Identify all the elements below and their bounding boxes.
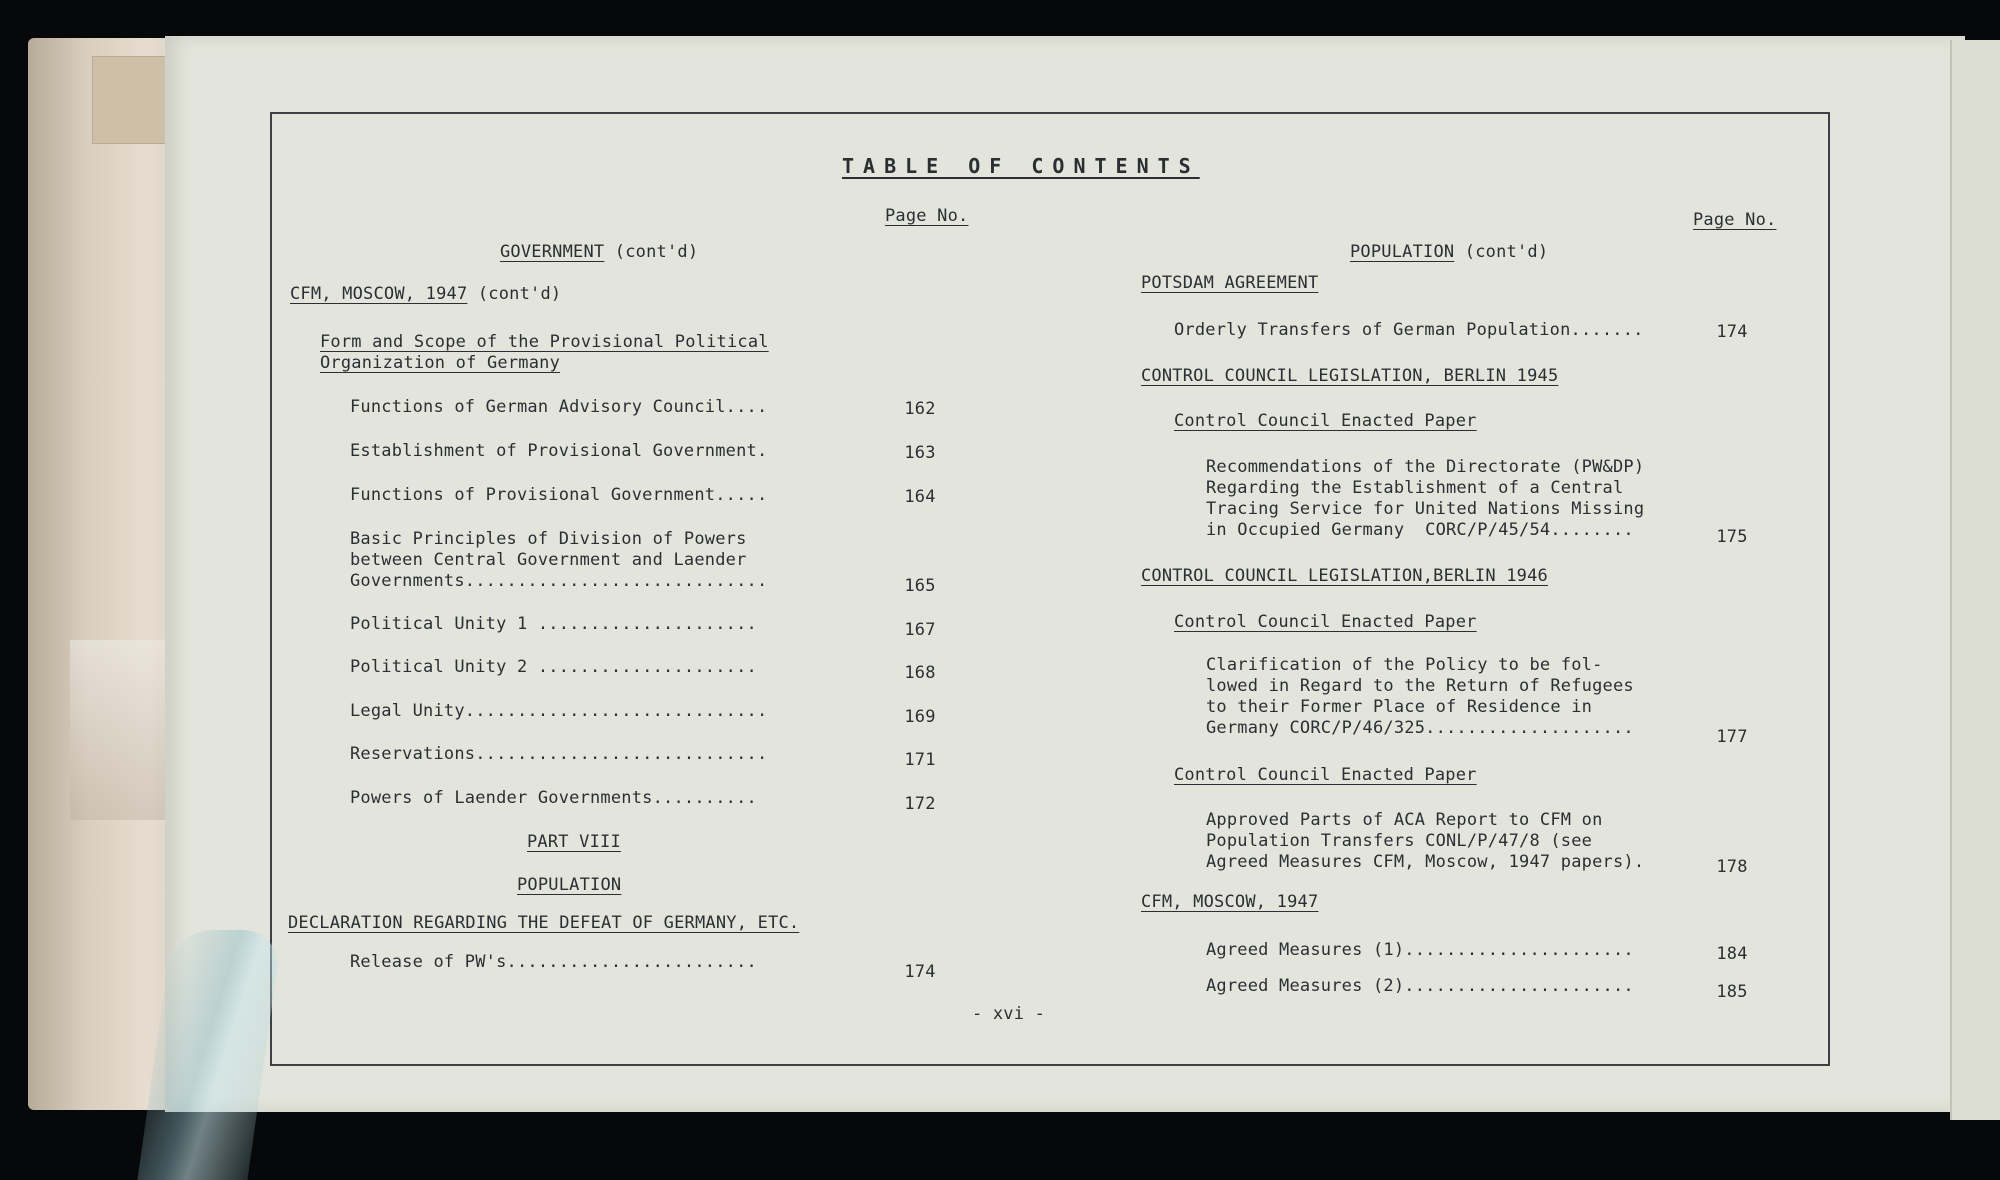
- toc-entry-text: Legal Unity.............................: [350, 701, 768, 721]
- potsdam-heading: POTSDAM AGREEMENT: [1141, 273, 1319, 293]
- toc-entry-text: Establishment of Provisional Government.: [350, 441, 768, 461]
- part-number: PART VIII: [527, 832, 621, 852]
- left-subsection-suffix: (cont'd): [477, 284, 562, 304]
- right-section-suffix: (cont'd): [1464, 242, 1549, 262]
- enacted-paper-heading: Control Council Enacted Paper: [1174, 612, 1477, 632]
- toc-entry-text: Orderly Transfers of German Population.......: [1174, 320, 1644, 340]
- toc-entry-text: Approved Parts of ACA Report to CFM on Population Transfers CONL/P/47/8 (see Agreed Measures CFM, Moscow, 1947 papers).: [1206, 810, 1645, 872]
- toc-entry-page: 163: [904, 443, 936, 463]
- group-title-line-1: Form and Scope of the Provisional Political: [320, 332, 769, 352]
- ccl-1945-heading: CONTROL COUNCIL LEGISLATION, BERLIN 1945: [1141, 366, 1559, 386]
- toc-entry-page: 175: [1716, 527, 1748, 547]
- toc-entry-text: Recommendations of the Directorate (PW&DP) Regarding the Establishment of a Central Tracing Service for United Nations Missing in Occupied Germany CORC/P/45/54........: [1206, 457, 1645, 540]
- toc-entry-text: Reservations............................: [350, 744, 768, 764]
- toc-entry-text: Agreed Measures (1)......................: [1206, 940, 1634, 960]
- toc-entry-page: 162: [904, 399, 936, 419]
- next-page-edge: [1950, 40, 2000, 1120]
- toc-entry-text: Political Unity 1 .....................: [350, 614, 757, 634]
- toc-entry-text: Functions of German Advisory Council....: [350, 397, 768, 417]
- left-page-no-label: Page No.: [885, 206, 969, 226]
- toc-entry-page: 174: [904, 962, 936, 982]
- toc-entry-text: Agreed Measures (2)......................: [1206, 976, 1634, 996]
- toc-entry-text: Clarification of the Policy to be fol- lowed in Regard to the Return of Refugees to their Former Place of Residence in Germany CORC/P/46/325....................: [1206, 655, 1634, 738]
- toc-entry-page: 169: [904, 707, 936, 727]
- left-subsection-heading: CFM, MOSCOW, 1947 (cont'd): [290, 284, 562, 304]
- toc-title: TABLE OF CONTENTS: [842, 154, 1200, 178]
- page-number: - xvi -: [972, 1004, 1046, 1024]
- left-section-suffix: (cont'd): [614, 242, 699, 262]
- toc-entry-page: 185: [1716, 982, 1748, 1002]
- toc-entry-text: Political Unity 2 .....................: [350, 657, 757, 677]
- binding-crease: [70, 640, 180, 820]
- toc-entry-page: 167: [904, 620, 936, 640]
- enacted-paper-heading: Control Council Enacted Paper: [1174, 411, 1477, 431]
- enacted-paper-heading: Control Council Enacted Paper: [1174, 765, 1477, 785]
- toc-entry-text: Release of PW's........................: [350, 952, 757, 972]
- right-section-heading: POPULATION (cont'd): [1350, 242, 1549, 262]
- toc-entry-page: 172: [904, 794, 936, 814]
- part-title: POPULATION: [517, 875, 622, 895]
- toc-entry-page: 165: [904, 576, 936, 596]
- toc-entry-page: 174: [1716, 322, 1748, 342]
- group-title-line-2: Organization of Germany: [320, 353, 561, 373]
- toc-entry-text: Basic Principles of Division of Powers between Central Government and Laender Governments.............................: [350, 529, 768, 591]
- ccl-1946-heading: CONTROL COUNCIL LEGISLATION,BERLIN 1946: [1141, 566, 1548, 586]
- cfm-heading: CFM, MOSCOW, 1947: [1141, 892, 1319, 912]
- toc-entry-page: 168: [904, 663, 936, 683]
- declaration-heading: DECLARATION REGARDING THE DEFEAT OF GERMANY, ETC.: [288, 913, 800, 933]
- toc-entry-text: Functions of Provisional Government.....: [350, 485, 768, 505]
- toc-entry-page: 184: [1716, 944, 1748, 964]
- toc-entry-page: 164: [904, 487, 936, 507]
- toc-entry-page: 178: [1716, 857, 1748, 877]
- left-section-heading: GOVERNMENT (cont'd): [500, 242, 699, 262]
- toc-entry-page: 177: [1716, 727, 1748, 747]
- toc-entry-page: 171: [904, 750, 936, 770]
- right-page-no-label: Page No.: [1693, 210, 1777, 230]
- toc-entry-text: Powers of Laender Governments..........: [350, 788, 757, 808]
